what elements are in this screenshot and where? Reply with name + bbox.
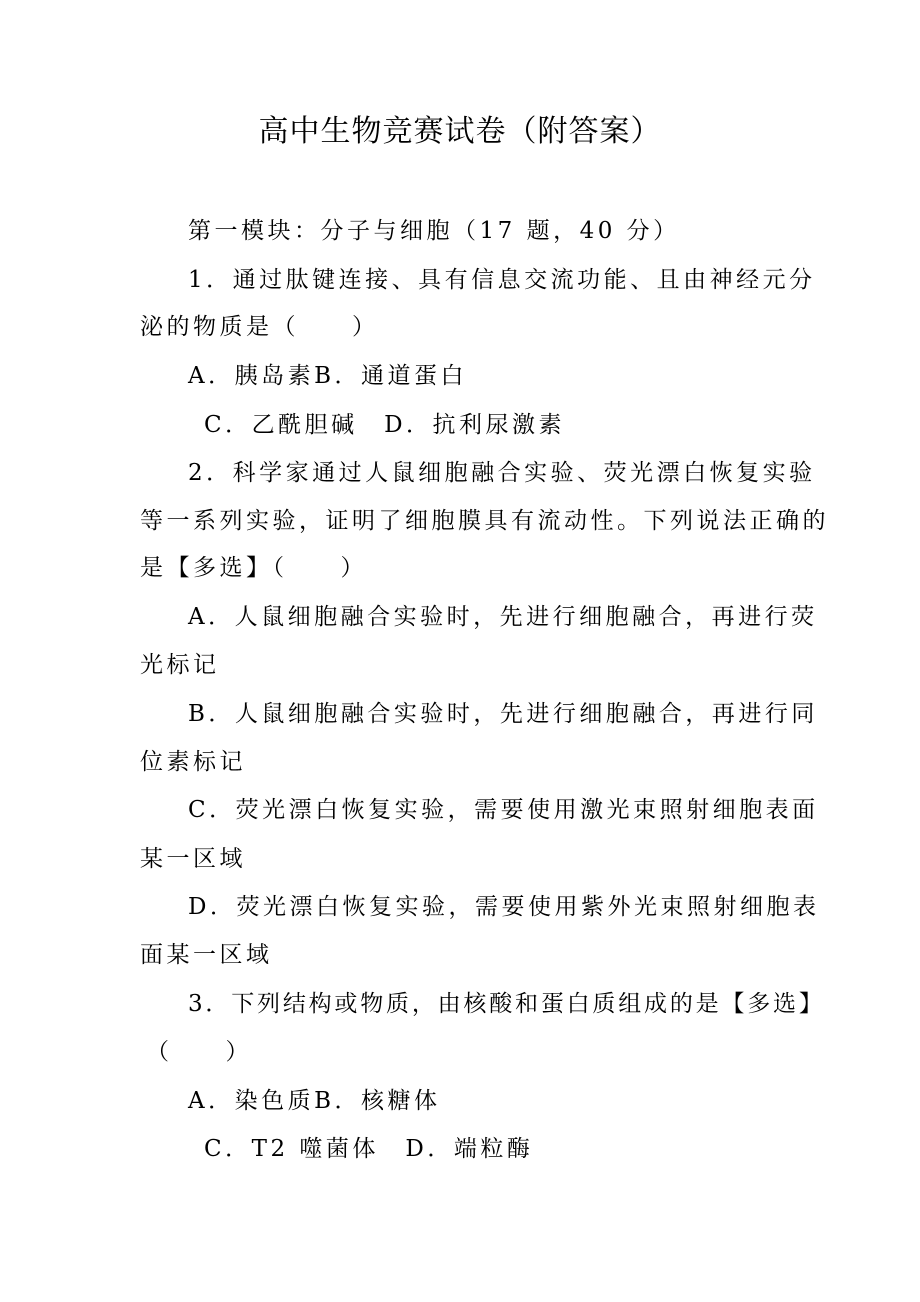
- question-3-stem-line-2: （ ）: [146, 1039, 252, 1065]
- question-2-option-b-line-1: B．人鼠细胞融合实验时，先进行细胞融合，再进行同: [188, 701, 818, 727]
- question-2-option-c-line-1: C．荧光漂白恢复实验，需要使用激光束照射细胞表面: [188, 797, 819, 823]
- question-2-stem-line-3: 是【多选】（ ）: [140, 555, 367, 581]
- module-heading: 第一模块：分子与细胞（17 题，40 分）: [188, 218, 680, 244]
- question-1-stem-line-1: 1．通过肽键连接、具有信息交流功能、且由神经元分: [188, 267, 816, 293]
- question-2-option-c-line-2: 某一区域: [140, 846, 246, 872]
- question-2-stem-line-1: 2．科学家通过人鼠细胞融合实验、荧光漂白恢复实验: [188, 460, 816, 486]
- question-1-option-cd: C．乙酰胆碱 D．抗利尿激素: [204, 412, 566, 438]
- question-1-option-ab: A．胰岛素B．通道蛋白: [188, 363, 468, 389]
- document-title: 高中生物竞赛试卷（附答案）: [258, 114, 662, 149]
- question-3-stem-line-1: 3．下列结构或物质，由核酸和蛋白质组成的是【多选】: [188, 991, 825, 1017]
- question-2-option-a-line-1: A．人鼠细胞融合实验时，先进行细胞融合，再进行荧: [188, 604, 818, 630]
- question-3-option-ab: A．染色质B．核糖体: [188, 1088, 441, 1114]
- question-2-option-a-line-2: 光标记: [140, 652, 220, 678]
- question-2-stem-line-2: 等一系列实验，证明了细胞膜具有流动性。下列说法正确的: [140, 508, 829, 534]
- question-2-option-d-line-1: D．荧光漂白恢复实验，需要使用紫外光束照射细胞表: [188, 894, 820, 920]
- question-2-option-b-line-2: 位素标记: [140, 749, 246, 775]
- question-3-option-cd: C．T2 噬菌体 D．端粒酶: [204, 1136, 534, 1162]
- question-2-option-d-line-2: 面某一区域: [140, 942, 273, 968]
- question-1-stem-line-2: 泌的物质是（ ）: [140, 314, 379, 340]
